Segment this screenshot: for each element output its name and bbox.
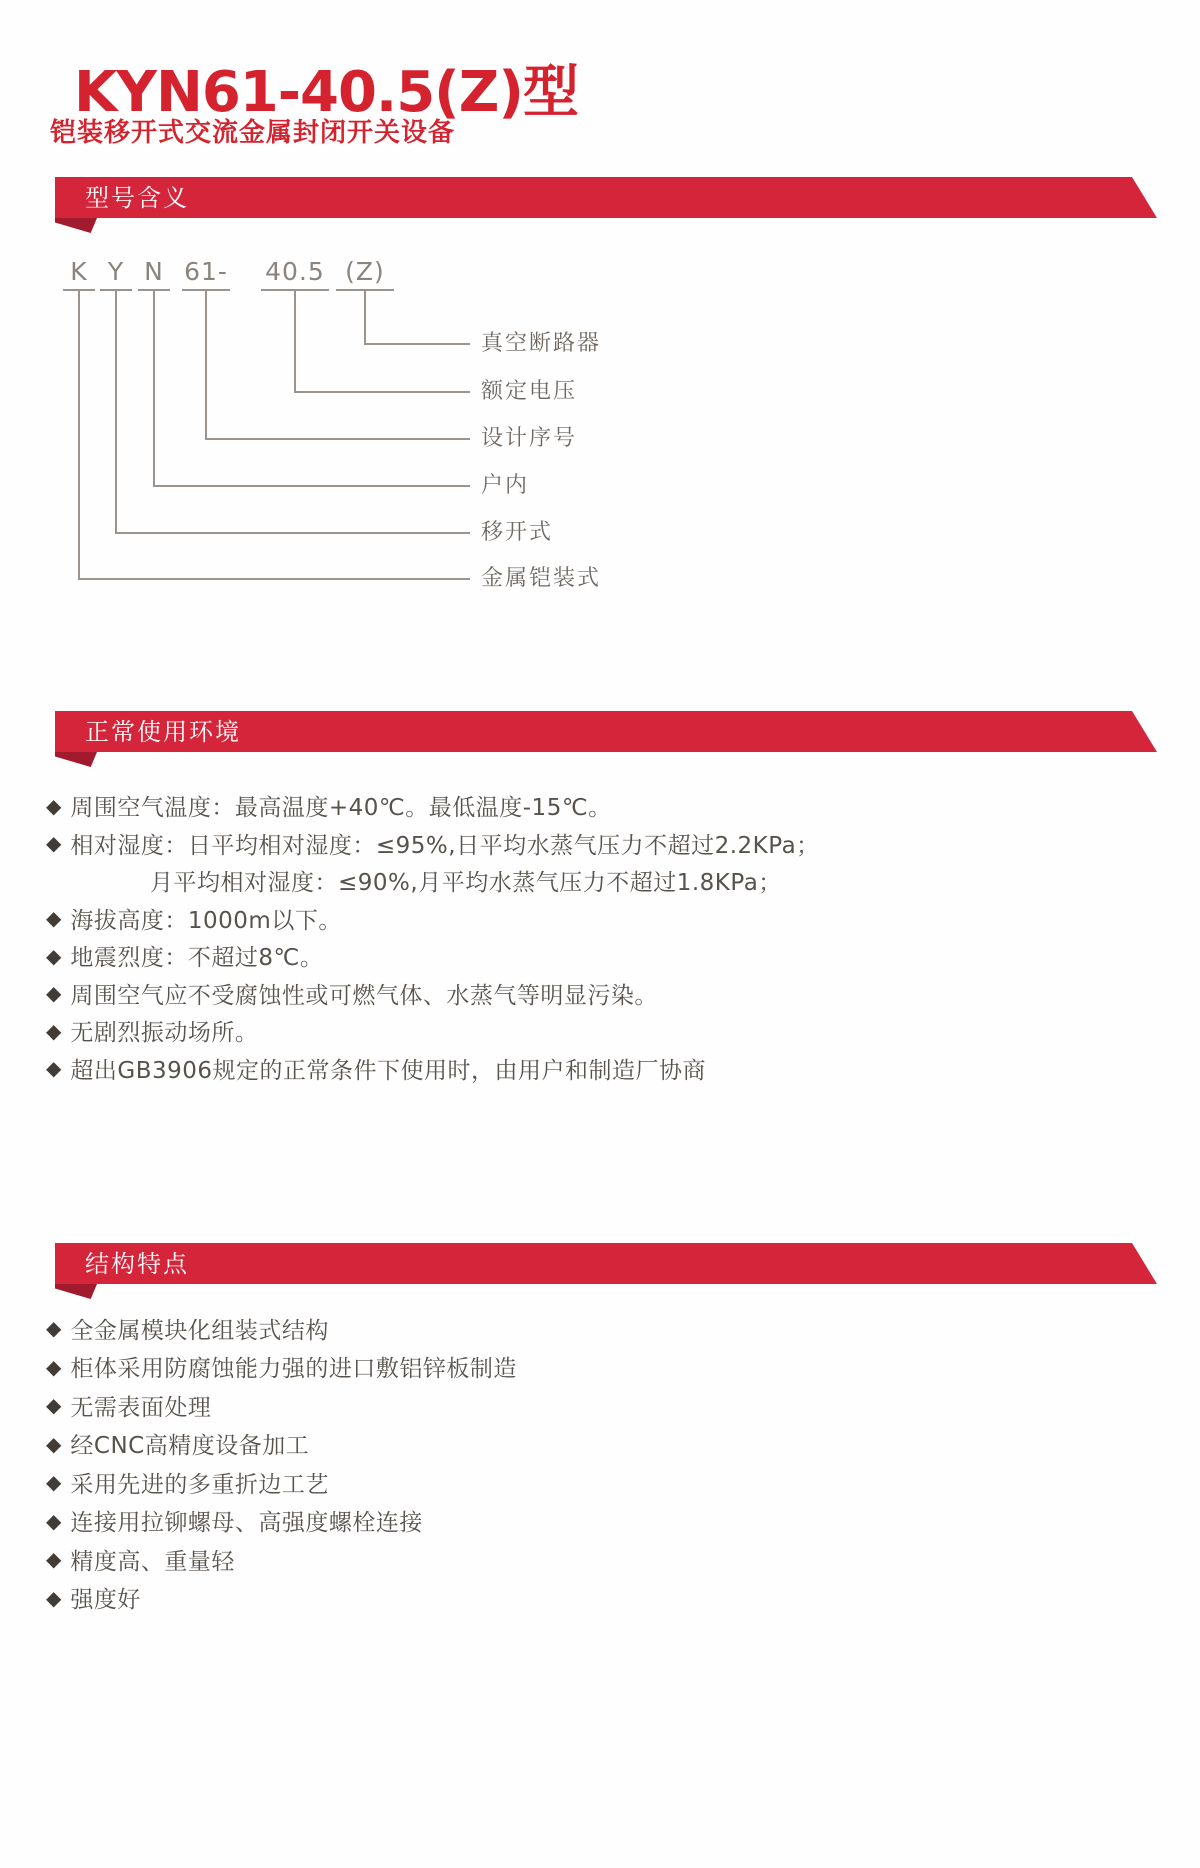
- list-item: ◆ 柜体采用防腐蚀能力强的进口敷铝锌板制造: [46, 1354, 517, 1383]
- diamond-bullet-icon: ◆: [46, 1354, 62, 1379]
- connector-line: [78, 291, 80, 580]
- list-item: ◆ 全金属模块化组装式结构: [46, 1316, 329, 1344]
- diamond-bullet-icon: ◆: [46, 1547, 62, 1572]
- diagram-label-rated-voltage: 额定电压: [481, 379, 578, 404]
- ribbon-fold: [55, 218, 97, 233]
- ribbon-fold: [55, 1284, 97, 1299]
- connector-line: [364, 291, 366, 345]
- diamond-bullet-icon: ◆: [46, 943, 62, 968]
- model-code-part-Y: Y: [100, 258, 132, 291]
- diamond-bullet-icon: ◆: [46, 1056, 62, 1081]
- list-item: ◆ 经CNC高精度设备加工: [46, 1431, 310, 1460]
- diamond-bullet-icon: ◆: [46, 906, 62, 931]
- page-title: KYN61-40.5(Z)型: [74, 60, 578, 125]
- connector-line: [294, 291, 296, 393]
- section-heading-environment: 正常使用环境: [85, 718, 241, 746]
- diamond-bullet-icon: ◆: [46, 1431, 62, 1456]
- connector-line: [153, 485, 470, 487]
- connector-line: [78, 578, 470, 580]
- list-item: ◆ 超出GB3906规定的正常条件下使用时，由用户和制造厂协商: [46, 1056, 707, 1084]
- list-item: ◆ 强度好: [46, 1585, 141, 1614]
- page-subtitle: 铠装移开式交流金属封闭开关设备: [50, 118, 456, 148]
- diamond-bullet-icon: ◆: [46, 1470, 62, 1495]
- connector-line: [294, 391, 470, 393]
- list-item: ◆ 地震烈度：不超过8℃。: [46, 943, 324, 972]
- model-code-part-40-5: 40.5: [261, 258, 329, 291]
- diamond-bullet-icon: ◆: [46, 981, 62, 1006]
- list-item: ◆ 采用先进的多重折边工艺: [46, 1470, 329, 1498]
- connector-line: [115, 291, 117, 534]
- connector-line: [205, 291, 207, 440]
- list-item: ◆ 连接用拉铆螺母、高强度螺栓连接: [46, 1508, 423, 1537]
- ribbon-bar: [55, 177, 1157, 218]
- list-item: ◆ 相对湿度：日平均相对湿度：≤95%,日平均水蒸气压力不超过2.2KPa；: [46, 831, 820, 859]
- diamond-bullet-icon: ◆: [46, 1018, 62, 1043]
- list-item: ◆ 周围空气温度：最高温度+40℃。最低温度-15℃。: [46, 793, 612, 822]
- diamond-bullet-icon: ◆: [46, 1585, 62, 1610]
- model-code-part-N: N: [138, 258, 170, 291]
- list-item-continuation: 月平均相对湿度：≤90%,月平均水蒸气压力不超过1.8KPa；: [150, 870, 782, 897]
- diamond-bullet-icon: ◆: [46, 1393, 62, 1418]
- list-item: ◆ 无需表面处理: [46, 1393, 212, 1421]
- connector-line: [153, 291, 155, 487]
- section-banner-features: [55, 1243, 1157, 1284]
- diamond-bullet-icon: ◆: [46, 1316, 62, 1341]
- list-item: ◆ 无剧烈振动场所。: [46, 1018, 259, 1047]
- section-heading-features: 结构特点: [85, 1250, 189, 1278]
- diamond-bullet-icon: ◆: [46, 1508, 62, 1533]
- ribbon-fold: [55, 752, 97, 767]
- diamond-bullet-icon: ◆: [46, 793, 62, 818]
- environment-list: [46, 787, 1156, 1087]
- list-item: ◆ 精度高、重量轻: [46, 1547, 235, 1575]
- list-item: ◆ 周围空气应不受腐蚀性或可燃气体、水蒸气等明显污染。: [46, 981, 658, 1009]
- diagram-label-metal-clad: 金属铠装式: [481, 566, 602, 591]
- section-banner-model-meaning: [55, 177, 1157, 218]
- diamond-bullet-icon: ◆: [46, 831, 62, 856]
- list-item: ◆ 海拔高度：1000m以下。: [46, 906, 342, 934]
- connector-line: [205, 438, 470, 440]
- diagram-label-indoor: 户内: [481, 473, 530, 498]
- diagram-label-design-series: 设计序号: [481, 426, 578, 451]
- diagram-label-withdrawable: 移开式: [481, 520, 554, 545]
- model-code-part-Z: (Z): [336, 258, 394, 291]
- model-code-part-61: 61-: [182, 258, 230, 291]
- features-list: [46, 1309, 1156, 1617]
- ribbon-bar: [55, 1243, 1157, 1284]
- section-heading-model-meaning: 型号含义: [85, 184, 189, 212]
- diagram-label-vacuum-breaker: 真空断路器: [481, 331, 602, 356]
- model-code-part-K: K: [63, 258, 95, 291]
- connector-line: [115, 532, 470, 534]
- section-banner-environment: [55, 711, 1157, 752]
- connector-line: [364, 343, 470, 345]
